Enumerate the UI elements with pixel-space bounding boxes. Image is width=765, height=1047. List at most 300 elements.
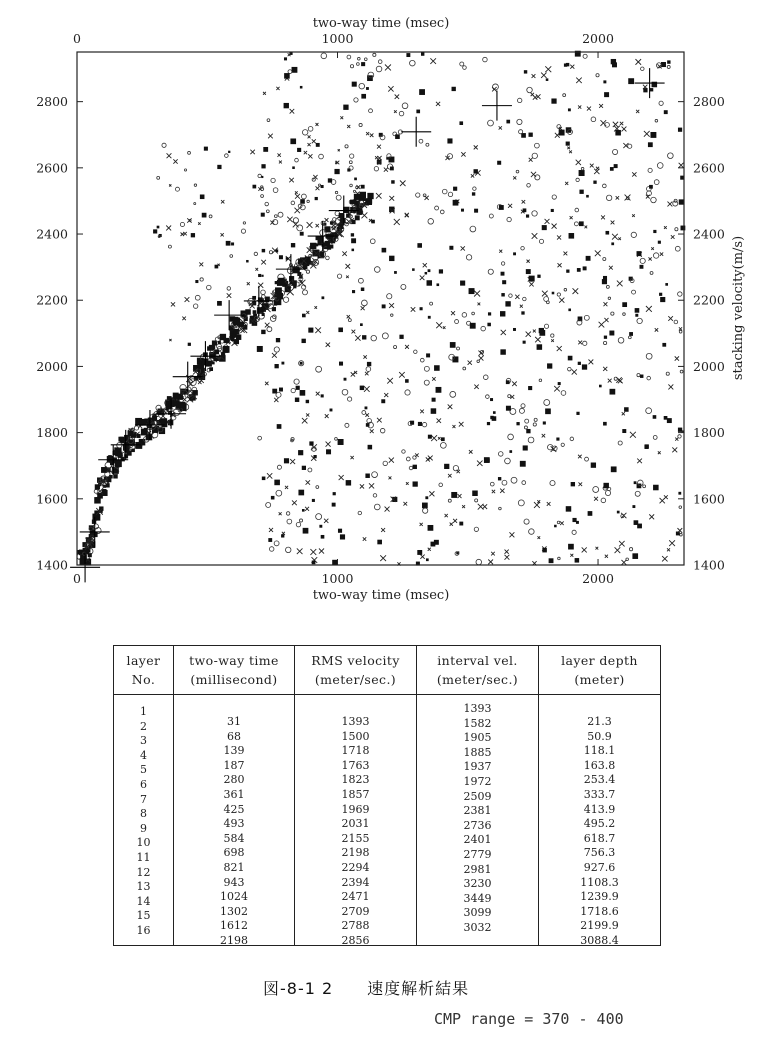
table-cell: 1393 [341, 715, 370, 728]
x-tick-label-top: 1000 [321, 31, 354, 46]
table-cell: 2198 [220, 933, 248, 947]
axis-ticks [36, 31, 725, 586]
semblance-dot [628, 78, 634, 84]
semblance-dot [490, 416, 493, 419]
semblance-dot [78, 550, 82, 554]
semblance-dot [519, 130, 523, 134]
semblance-dot [195, 295, 200, 300]
semblance-dot [501, 293, 504, 296]
table-cell: 21.3 [587, 715, 612, 728]
semblance-dot [679, 163, 684, 168]
table-cell: 1612 [220, 919, 248, 933]
semblance-dot [481, 326, 486, 331]
semblance-dot [405, 345, 409, 349]
semblance-dot [126, 450, 131, 455]
semblance-dot [632, 290, 636, 294]
semblance-dot [566, 270, 569, 273]
semblance-dot [463, 66, 467, 70]
table-cell: 3230 [463, 877, 492, 891]
table-cell: 31 [227, 715, 241, 728]
semblance-dot [518, 500, 524, 506]
semblance-dot [328, 178, 332, 182]
semblance-dot [575, 558, 580, 563]
x-tick-label-bottom: 1000 [321, 571, 354, 586]
semblance-dot [424, 366, 429, 371]
semblance-dot [308, 143, 311, 146]
semblance-dot [192, 390, 197, 395]
semblance-dot [599, 104, 603, 108]
table-cell: 1302 [220, 904, 248, 918]
semblance-dot [474, 169, 478, 173]
table-cell: 2779 [463, 847, 492, 861]
semblance-dot [389, 196, 394, 201]
table-cell: 927.6 [583, 860, 616, 874]
semblance-dot [308, 154, 312, 158]
semblance-dot [360, 386, 364, 390]
table-cell: 253.4 [583, 773, 616, 787]
semblance-dot [419, 89, 425, 95]
semblance-dot [448, 404, 453, 409]
semblance-dot [492, 87, 497, 92]
semblance-dot [306, 270, 309, 273]
semblance-dot [428, 219, 434, 225]
semblance-dot [292, 67, 298, 73]
semblance-dot [424, 380, 429, 385]
semblance-dot [302, 314, 306, 318]
semblance-dot [585, 226, 588, 229]
table-cell: 7 [140, 792, 147, 806]
semblance-dot [512, 381, 517, 386]
semblance-dot [583, 266, 587, 270]
semblance-dot [128, 430, 134, 436]
semblance-dot [391, 314, 394, 317]
table-cell: 50.9 [587, 729, 612, 743]
semblance-dot [255, 268, 258, 271]
table-cell: 3088.4 [580, 933, 619, 947]
semblance-dot [377, 418, 382, 423]
semblance-dot [370, 239, 375, 244]
semblance-dot [358, 57, 361, 60]
semblance-dot [472, 192, 475, 195]
semblance-dot [568, 367, 572, 371]
semblance-dot [382, 248, 387, 253]
semblance-scatter [77, 51, 685, 566]
semblance-dot [227, 287, 231, 291]
semblance-dot [537, 344, 543, 350]
semblance-dot [353, 190, 355, 192]
semblance-dot [603, 302, 607, 306]
semblance-dot [492, 490, 495, 493]
semblance-dot [471, 174, 474, 177]
semblance-dot [341, 218, 346, 223]
semblance-dot [81, 556, 84, 559]
semblance-dot [557, 293, 560, 296]
semblance-dot [672, 447, 677, 452]
semblance-dot [486, 458, 490, 462]
semblance-dot [509, 294, 513, 298]
semblance-dot [300, 199, 305, 204]
semblance-dot [591, 117, 596, 122]
semblance-dot [513, 252, 516, 255]
semblance-dot [284, 103, 289, 108]
semblance-dot [581, 167, 584, 170]
semblance-dot [631, 232, 636, 237]
semblance-dot [401, 284, 406, 289]
semblance-dot [482, 504, 487, 509]
semblance-dot [609, 331, 614, 336]
semblance-dot [300, 232, 304, 236]
table-cell: 618.7 [583, 831, 616, 845]
semblance-dot [516, 422, 519, 425]
semblance-dot [302, 290, 307, 295]
semblance-dot [291, 201, 295, 205]
semblance-dot [389, 157, 395, 163]
table-cell: 1718.6 [580, 904, 619, 918]
table-cell: 425 [223, 802, 245, 816]
semblance-dot [624, 407, 629, 412]
semblance-dot [302, 339, 306, 343]
semblance-dot [184, 169, 186, 171]
semblance-dot [273, 188, 278, 193]
semblance-dot [551, 98, 556, 103]
semblance-dot [450, 342, 456, 348]
table-cell: 1823 [341, 773, 370, 787]
semblance-dot [666, 372, 669, 375]
semblance-dot [365, 474, 369, 478]
table-cell: 1582 [463, 716, 492, 730]
semblance-dot [539, 328, 544, 333]
semblance-dot [425, 272, 428, 275]
semblance-dot [335, 438, 338, 441]
semblance-dot [307, 200, 309, 202]
semblance-dot [443, 326, 446, 329]
semblance-dot [492, 84, 498, 90]
figure-caption: 図-8-1 2 速度解析結果 [263, 979, 470, 998]
semblance-dot [603, 276, 607, 280]
semblance-dot [345, 145, 348, 148]
semblance-dot [373, 53, 376, 56]
semblance-dot [445, 514, 448, 517]
semblance-dot [144, 428, 148, 432]
semblance-dot [131, 449, 135, 453]
semblance-dot [395, 95, 399, 99]
semblance-dot [308, 127, 313, 132]
semblance-dot [276, 392, 281, 397]
semblance-dot [678, 292, 682, 296]
semblance-dot [565, 182, 568, 185]
semblance-dot [577, 268, 581, 272]
semblance-dot [332, 560, 337, 565]
x-tick-label-bottom: 0 [73, 571, 81, 586]
semblance-dot [362, 335, 366, 339]
semblance-dot [575, 208, 579, 212]
table-cell: 13 [136, 880, 151, 894]
semblance-dot [261, 186, 263, 188]
semblance-dot [444, 464, 449, 469]
semblance-dot [570, 65, 574, 69]
table-cell: 9 [140, 821, 147, 835]
semblance-dot [499, 126, 502, 129]
semblance-dot [292, 166, 295, 169]
y-tick-label-right: 2000 [693, 358, 725, 374]
semblance-dot [94, 490, 98, 494]
semblance-dot [324, 519, 328, 523]
semblance-dot [606, 195, 611, 200]
semblance-dot [668, 316, 673, 321]
semblance-dot [277, 465, 281, 469]
header-rms-velocity: RMS velocity (meter/sec.) [295, 646, 417, 694]
semblance-dot [416, 110, 420, 114]
table-cell: 5 [140, 763, 147, 777]
semblance-dot [628, 336, 631, 339]
semblance-dot [374, 167, 378, 171]
table-cell: 16 [136, 923, 151, 937]
x-tick-label-top: 2000 [582, 31, 614, 46]
table-cell: 118.1 [583, 744, 616, 758]
semblance-dot [253, 310, 257, 314]
semblance-dot [336, 195, 341, 200]
semblance-dot [552, 224, 557, 229]
semblance-dot [355, 215, 360, 220]
cmp-range: CMP range = 370 - 400 [434, 1010, 624, 1028]
semblance-dot [630, 432, 636, 438]
semblance-dot [340, 534, 345, 539]
semblance-dot [428, 316, 431, 319]
semblance-dot [447, 138, 452, 143]
semblance-dot [394, 271, 397, 274]
semblance-dot [583, 54, 587, 58]
semblance-dot [668, 384, 673, 389]
column-two-way-time [174, 695, 295, 946]
semblance-dot [534, 418, 537, 421]
semblance-dot [497, 161, 501, 165]
semblance-dot [316, 224, 319, 227]
semblance-dot [426, 143, 429, 146]
semblance-dot [200, 194, 205, 199]
table-cell: 139 [223, 744, 245, 758]
semblance-dot [287, 217, 292, 222]
semblance-dot [173, 159, 177, 163]
semblance-dot [382, 333, 388, 339]
semblance-dot [622, 127, 627, 132]
semblance-dot [500, 349, 505, 354]
semblance-dot [436, 102, 440, 106]
semblance-dot [508, 204, 512, 208]
semblance-dot [582, 364, 587, 369]
semblance-dot [339, 213, 344, 218]
semblance-dot [675, 228, 678, 231]
semblance-dot [632, 505, 635, 508]
semblance-dot [542, 291, 548, 297]
semblance-dot [649, 514, 654, 519]
semblance-dot [399, 335, 403, 339]
semblance-dot [426, 558, 429, 561]
semblance-dot [294, 208, 299, 213]
semblance-dot [542, 434, 545, 437]
semblance-dot [574, 222, 578, 226]
semblance-dot [378, 60, 382, 64]
semblance-dot [377, 540, 382, 545]
semblance-dot [298, 490, 304, 496]
semblance-dot [338, 328, 343, 333]
semblance-dot [586, 195, 589, 198]
semblance-dot [571, 482, 575, 486]
header-two-way-time: two-way time (millisecond) [174, 646, 295, 694]
header-layer-depth: layer depth (meter) [561, 653, 638, 687]
table-cell: 1024 [220, 890, 248, 904]
semblance-dot [668, 153, 674, 159]
semblance-dot [563, 252, 567, 256]
semblance-dot [361, 94, 366, 99]
semblance-dot [334, 169, 339, 174]
semblance-dot [535, 143, 540, 148]
semblance-dot [292, 500, 297, 505]
semblance-dot [593, 181, 596, 184]
semblance-dot [436, 283, 439, 286]
semblance-dot [342, 389, 348, 395]
semblance-dot [188, 151, 191, 154]
semblance-dot [394, 110, 397, 113]
semblance-dot [306, 311, 309, 314]
semblance-dot [287, 519, 292, 524]
semblance-dot [521, 246, 525, 250]
semblance-dot [646, 408, 652, 414]
semblance-dot [265, 202, 269, 206]
velocity-picks [70, 68, 665, 582]
semblance-dot [605, 555, 608, 558]
semblance-dot [488, 120, 494, 126]
semblance-dot [333, 492, 336, 495]
semblance-dot [389, 303, 394, 308]
semblance-dot [603, 258, 606, 261]
semblance-dot [491, 552, 495, 556]
semblance-dot [529, 158, 533, 162]
table-cell: 3449 [463, 891, 492, 905]
semblance-dot [650, 271, 653, 274]
semblance-dot [604, 336, 607, 339]
semblance-dot [606, 231, 610, 235]
semblance-dot [519, 408, 524, 413]
semblance-dot [664, 495, 668, 499]
semblance-dot [309, 441, 313, 445]
semblance-dot [513, 328, 516, 331]
semblance-dot [313, 455, 316, 458]
semblance-dot [385, 65, 391, 71]
semblance-dot [501, 272, 505, 276]
semblance-dot [427, 280, 432, 285]
semblance-dot [233, 317, 240, 324]
semblance-dot [532, 74, 536, 78]
semblance-dot [230, 255, 233, 258]
semblance-dot [549, 558, 554, 563]
semblance-dot [654, 180, 659, 185]
semblance-dot [474, 145, 478, 149]
semblance-dot [505, 301, 510, 306]
semblance-dot [414, 350, 417, 353]
semblance-dot [637, 524, 642, 529]
semblance-dot [505, 555, 510, 560]
semblance-dot [596, 74, 599, 77]
table-cell: 2394 [341, 875, 370, 889]
semblance-dot [384, 393, 388, 397]
semblance-dot [543, 421, 546, 424]
table-cell: 1239.9 [580, 890, 619, 904]
semblance-dot [539, 379, 542, 382]
semblance-dot [487, 323, 491, 327]
semblance-dot [412, 268, 415, 271]
semblance-dot [520, 461, 526, 467]
table-header [114, 646, 660, 695]
semblance-dot [559, 130, 565, 136]
y-tick-label-left: 2800 [36, 94, 68, 110]
semblance-dot [181, 232, 185, 236]
semblance-dot [376, 193, 382, 199]
semblance-dot [520, 305, 523, 308]
semblance-dot [261, 195, 264, 198]
semblance-dot [506, 406, 511, 411]
semblance-dot [502, 480, 507, 485]
semblance-dot [477, 360, 480, 363]
table-cell: 2471 [341, 890, 370, 904]
semblance-dot [648, 168, 652, 172]
semblance-dot [209, 345, 215, 351]
semblance-dot [330, 409, 333, 412]
semblance-dot [274, 398, 278, 402]
header-layer-no: layer No. [114, 646, 174, 694]
semblance-dot [351, 330, 355, 334]
semblance-dot [394, 345, 397, 348]
semblance-dot [325, 218, 329, 222]
semblance-dot [475, 499, 478, 502]
semblance-dot [658, 451, 661, 454]
semblance-dot [452, 87, 456, 91]
semblance-dot [367, 362, 371, 366]
semblance-dot [171, 302, 175, 306]
semblance-dot [303, 528, 309, 534]
table-cell: 1393 [463, 702, 492, 715]
semblance-dot [533, 330, 536, 333]
semblance-dot [679, 199, 684, 204]
semblance-dot [381, 528, 385, 532]
semblance-dot [453, 187, 457, 191]
semblance-dot [557, 235, 561, 239]
semblance-dot [312, 139, 316, 143]
semblance-dot [478, 504, 484, 510]
semblance-dot [365, 372, 368, 375]
table-cell: 12 [136, 865, 151, 879]
semblance-dot [498, 477, 501, 480]
semblance-dot [679, 327, 682, 330]
semblance-dot [576, 521, 579, 524]
semblance-dot [644, 131, 650, 137]
semblance-dot [435, 206, 439, 210]
semblance-dot [308, 468, 312, 472]
semblance-dot [262, 249, 265, 252]
semblance-dot [368, 445, 373, 450]
semblance-dot [583, 341, 587, 345]
semblance-dot [460, 281, 465, 286]
semblance-dot [578, 482, 582, 486]
semblance-dot [306, 413, 309, 416]
semblance-dot [678, 492, 681, 495]
semblance-dot [517, 119, 522, 124]
semblance-dot [578, 455, 582, 459]
semblance-dot [501, 330, 506, 335]
semblance-dot [288, 70, 292, 74]
semblance-dot [448, 192, 452, 196]
table-cell: 2981 [463, 862, 492, 876]
semblance-dot [436, 322, 442, 328]
